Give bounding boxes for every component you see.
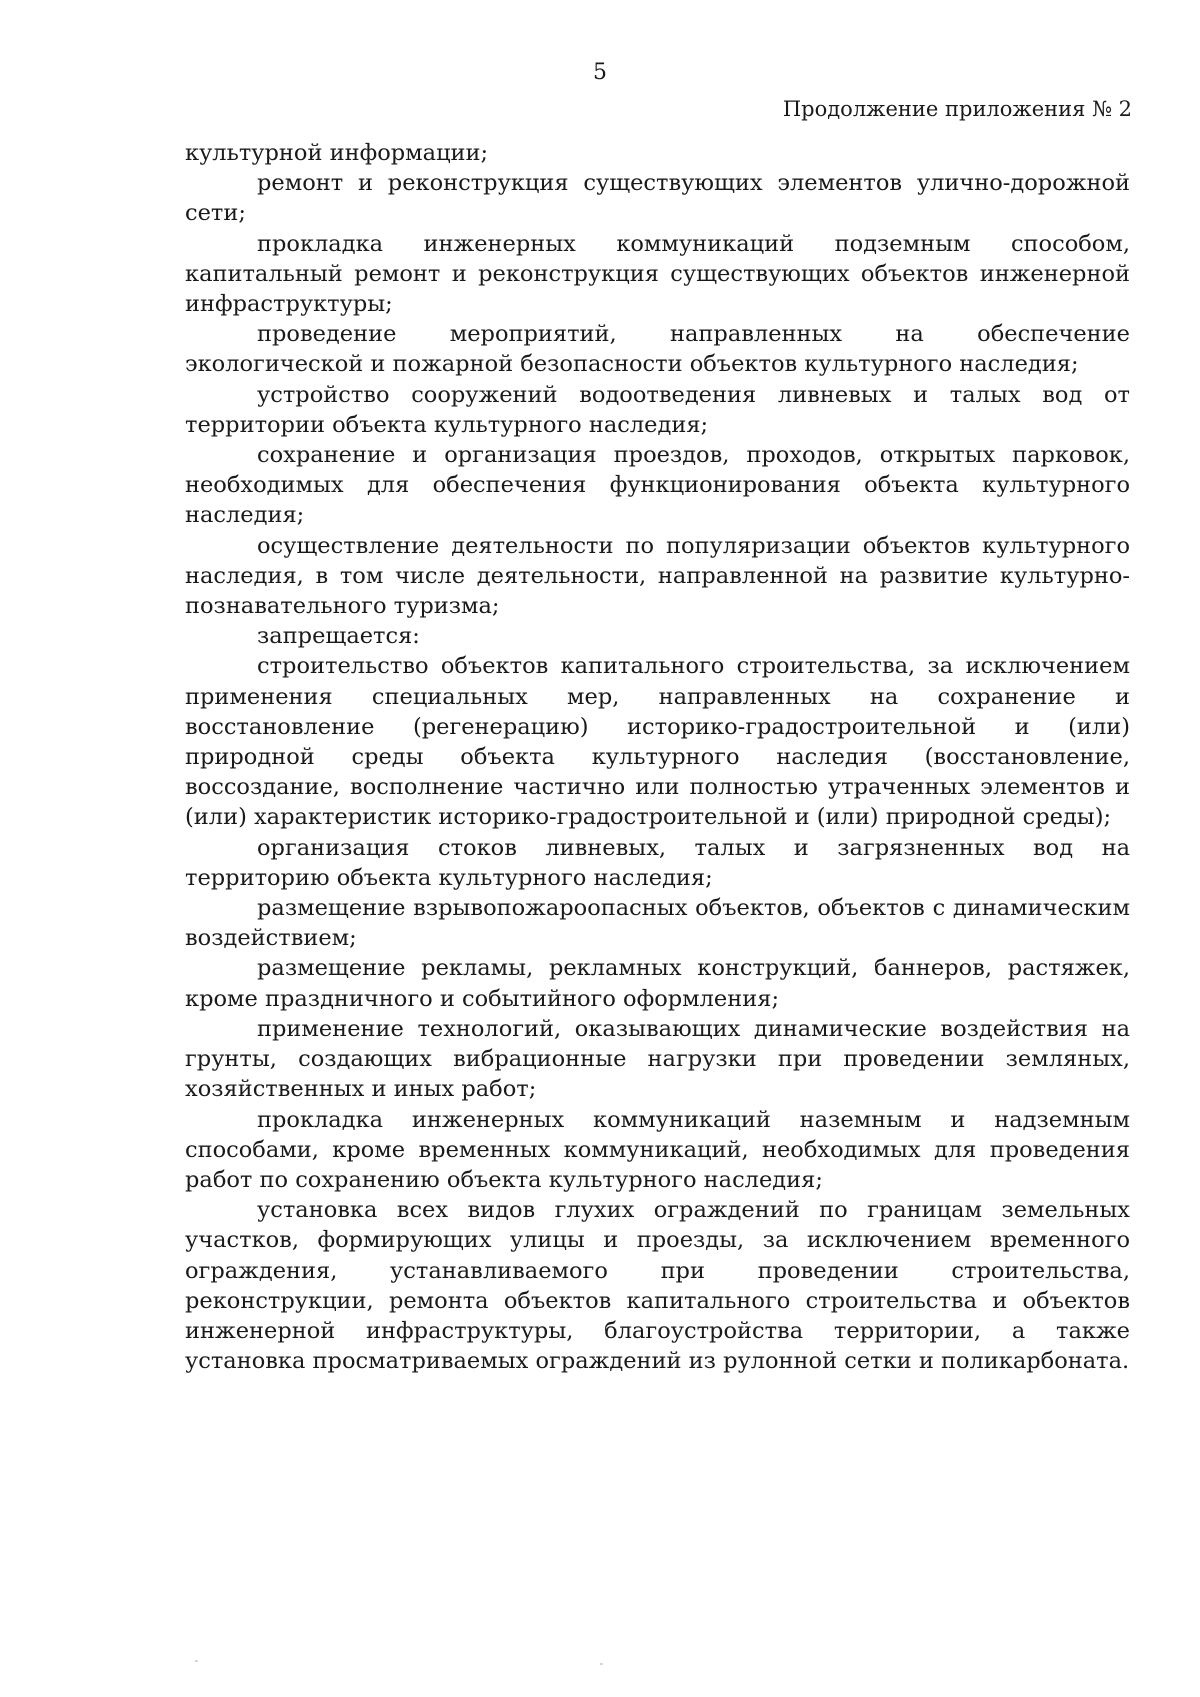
paragraph-safety-measures: проведение мероприятий, направленных на обеспечение экологической и пожарной безопасности объектов культурного наследия;	[185, 321, 1130, 378]
paragraph-cultural-information: культурной информации;	[185, 140, 489, 166]
appendix-continuation-note: Продолжение приложения № 2	[782, 97, 1132, 121]
document-body	[185, 138, 1130, 1376]
page-number: 5	[593, 60, 607, 85]
paragraph-passages-parking: сохранение и организация проездов, проходов, открытых парковок, необходимых для обеспечения функционирования объекта культурного наследия;	[185, 442, 1130, 529]
scan-artifact	[195, 1660, 198, 1662]
paragraph-dynamic-impact: применение технологий, оказывающих динамические воздействия на грунты, создающих вибрационные нагрузки при проведении земляных, хозяйственных и иных работ;	[185, 1015, 1130, 1103]
paragraph-fencing: установка всех видов глухих ограждений по границам земельных участков, формирующих улицы и проезды, за исключением временного ограждения, устанавливаемого при проведении строительства, реконструкции, ремонта объектов капитального строительства и объектов инженерной инфраструктуры, благоустройства территории, а также установка просматриваемых ограждений из рулонной сетки и поликарбоната.	[185, 1197, 1130, 1375]
paragraph-popularization: осуществление деятельности по популяризации объектов культурного наследия, в том числе деятельности, направленной на развитие культурно-познавательного туризма;	[185, 532, 1130, 620]
paragraph-capital-construction: строительство объектов капитального строительства, за исключением применения специальных мер, направленных на сохранение и восстановление (регенерацию) историко-градостроительной и (или) природной среды объекта культурного наследия (восстановление, воссоздание, восполнение частично или полностью утраченных элементов и (или) характеристик историко-градостроительной и (или) природной среды);	[185, 653, 1130, 831]
paragraph-wastewater-runoff: организация стоков ливневых, талых и загрязненных вод на территорию объекта культурного наследия;	[185, 834, 1130, 891]
paragraph-drainage-structures: устройство сооружений водоотведения ливневых и талых вод от территории объекта культурного наследия;	[185, 381, 1130, 438]
paragraph-advertising: размещение рекламы, рекламных конструкций, баннеров, растяжек, кроме праздничного и событийного оформления;	[185, 955, 1130, 1012]
paragraph-overground-utilities: прокладка инженерных коммуникаций наземным и надземным способами, кроме временных коммуникаций, необходимых для проведения работ по сохранению объекта культурного наследия;	[185, 1106, 1130, 1193]
paragraph-hazardous-objects: размещение взрывопожароопасных объектов, объектов с динамическим воздействием;	[185, 895, 1130, 952]
scan-artifact	[600, 1663, 603, 1665]
paragraph-road-network-repair: ремонт и реконструкция существующих элементов улично-дорожной сети;	[185, 170, 1130, 227]
paragraph-underground-utilities: прокладка инженерных коммуникаций подземным способом, капитальный ремонт и реконструкция существующих объектов инженерной инфраструктуры;	[185, 230, 1130, 318]
paragraph-prohibited-heading: запрещается:	[257, 623, 420, 650]
